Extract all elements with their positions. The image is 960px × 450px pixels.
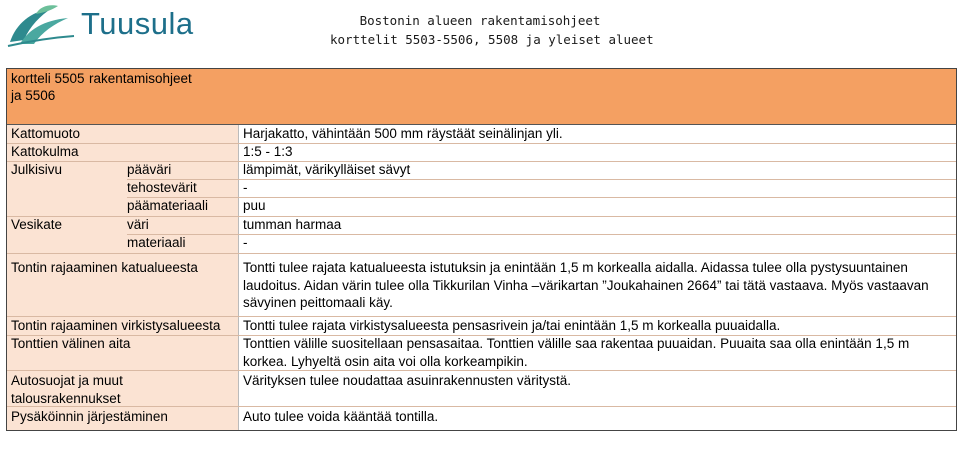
page-header	[0, 0, 960, 62]
row-divider	[7, 370, 956, 371]
row-divider	[7, 253, 956, 254]
tuusula-logo	[6, 2, 206, 52]
guidelines-table	[6, 68, 957, 431]
row-label: Vesikate	[11, 217, 63, 232]
logo-text: Tuusula	[81, 6, 194, 41]
row-sublabel: väri	[127, 217, 149, 232]
row-label: Pysäköinnin järjestäminen	[11, 409, 168, 424]
row-value: Tontti tulee rajata virkistysalueesta pensasrivein ja/tai enintään 1,5 m korkealla puuaidalla.	[243, 318, 781, 333]
row-value: Tontti tulee rajata katualueesta istutuksin ja enintään 1,5 m korkealla aidalla. Aidassa tulee olla pystysuuntainen laudoitus. Aidan värin tulee olla Tikkurilan Vinha –värikartan ”Joukahainen 2664” tai tätä vastaava. Myös vastaavan sävyinen peittomaali käy.	[243, 260, 929, 310]
document-title-line-1: Bostonin alueen rakentamisohjeet	[359, 13, 601, 28]
row-label: Julkisivu	[11, 162, 63, 177]
row-value: -	[243, 180, 248, 195]
document-title-line-2: korttelit 5503-5506, 5508 ja yleiset alueet	[330, 32, 654, 47]
row-value: Tonttien välille suositellaan pensasaitaa. Tonttien välille saa rakentaa puuaidan. Puuaita saa olla enintään 1,5 m korkea. Lyhyeltä osin aita voi olla korkeampikin.	[243, 336, 910, 369]
row-label: Tontin rajaaminen katualueesta	[11, 260, 198, 275]
row-sublabel: päämateriaali	[127, 198, 209, 213]
row-value: lämpimät, värikylläiset sävyt	[243, 162, 411, 177]
leaf-logo-icon	[6, 2, 78, 48]
header-block-label: kortteli 5505 ja 5506	[11, 71, 85, 103]
row-value: -	[243, 235, 248, 250]
table-header-row	[7, 69, 956, 125]
row-value: Auto tulee voida kääntää tontilla.	[243, 409, 439, 424]
column-divider	[238, 125, 239, 431]
row-value: 1:5 - 1:3	[243, 144, 293, 159]
row-label: Tonttien välinen aita	[11, 336, 131, 351]
document-title	[330, 11, 654, 49]
row-value: Värityksen tulee noudattaa asuinrakennusten väritystä.	[243, 373, 571, 388]
row-label: Kattomuoto	[11, 126, 81, 141]
header-guidelines-label: rakentamisohjeet	[89, 71, 192, 86]
row-label: Tontin rajaaminen virkistysalueesta	[11, 318, 221, 333]
row-value: tumman harmaa	[243, 217, 342, 232]
row-sublabel: pääväri	[127, 162, 172, 177]
row-value: puu	[243, 198, 266, 213]
row-sublabel: tehostevärit	[127, 180, 197, 195]
row-value: Harjakatto, vähintään 500 mm räystäät seinälinjan yli.	[243, 126, 563, 141]
row-label: Autosuojat ja muut talousrakennukset	[11, 373, 123, 406]
row-sublabel: materiaali	[127, 235, 186, 250]
row-label: Kattokulma	[11, 144, 79, 159]
